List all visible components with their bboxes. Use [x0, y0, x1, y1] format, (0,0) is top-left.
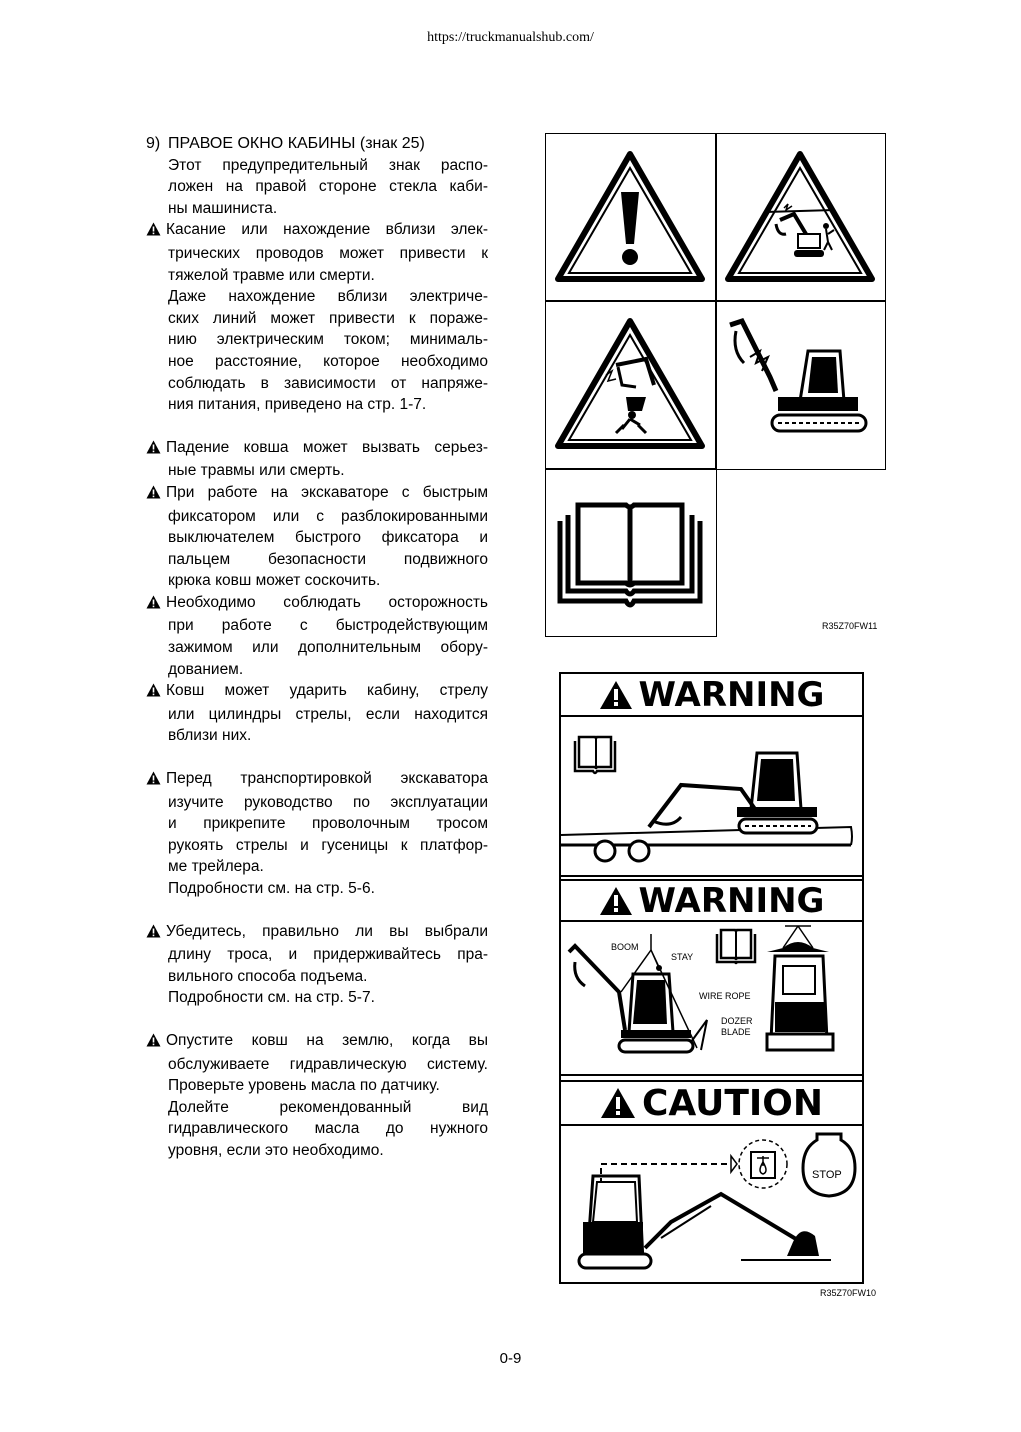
warning-line: уровня, если это необходимо.	[168, 1141, 384, 1159]
warning-line: дованием.	[168, 660, 244, 678]
warning-line: зажимом или дополнительным обору-	[168, 639, 488, 657]
warning-line: фиксатором или с разблокированными	[168, 507, 488, 525]
pictogram-figure	[545, 133, 886, 637]
warning-triangle-icon	[146, 682, 162, 704]
warning-line: рукоять стрелы и гусеницы к платфор-	[168, 836, 488, 854]
warning-line: Перед транспортировкой экскаватора	[146, 768, 488, 792]
intro-line: Этот предупредительный знак распо-	[168, 156, 488, 174]
falling-bucket-icon	[546, 301, 715, 468]
stay-label: STAY	[671, 952, 694, 962]
warning-line: Опустите ковш на землю, когда вы	[146, 1030, 488, 1054]
warning-line: Подробности см. на стр. 5-7.	[168, 989, 375, 1007]
stop-label: STOP	[812, 1169, 842, 1181]
warning-line: тяжелой травме или смерти.	[168, 266, 375, 284]
warning-line: выключателем быстрого фиксатора и	[168, 529, 488, 547]
figure-code: R35Z70FW11	[822, 621, 878, 631]
bucket-hits-cab-pictogram	[715, 300, 886, 470]
warning-triangle-icon	[599, 886, 633, 916]
warning-line: Даже нахождение вблизи электриче-	[168, 288, 488, 306]
source-url[interactable]: https://truckmanualshub.com/	[427, 30, 594, 45]
decal-header	[561, 879, 862, 922]
warning-line: ме трейлера.	[168, 858, 264, 876]
warning-line: пальцем безопасности подвижного	[168, 550, 488, 568]
warning-line: обслуживаете гидравлическую систему.	[168, 1055, 488, 1073]
hydraulic-service-icon	[561, 1126, 862, 1282]
falling-bucket-pictogram	[545, 300, 717, 470]
decal-title: CAUTION	[641, 1082, 824, 1124]
warning-triangle-icon	[146, 1032, 162, 1054]
warning-line: соблюдать в зависимости от напряже-	[168, 374, 488, 392]
section-number: 9)	[146, 135, 161, 152]
decal-figure	[559, 672, 864, 1284]
warning-line: изучите руководство по эксплуатации	[168, 793, 488, 811]
excavator-side-icon	[716, 301, 884, 468]
text-column	[146, 133, 488, 1162]
powerline-excavator-icon	[716, 134, 884, 300]
trailer-excavator-icon	[561, 717, 862, 875]
hydraulic-illustration	[561, 1126, 862, 1282]
warning-line: Ковш может ударить кабину, стрелу	[146, 680, 488, 704]
warning-line: вильного способа подъема.	[168, 967, 368, 985]
warning-line: крюка ковш может соскочить.	[168, 572, 381, 590]
caution-triangle-icon	[600, 1087, 636, 1119]
page-number: 0-9	[499, 1350, 522, 1367]
warning-line: Подробности см. на стр. 5-6.	[168, 880, 375, 897]
figure-code: R35Z70FW10	[820, 1288, 877, 1298]
warning-line: и прикрепите проволочным тросом	[168, 815, 488, 833]
intro-line: ложен на правой стороне стекла каби-	[168, 178, 488, 196]
warning-line: При работе на экскаваторе с быстрым	[146, 482, 488, 506]
warning-line: Необходимо соблюдать осторожность	[146, 592, 488, 616]
warning-line: ских линий может привести к пораже-	[168, 309, 488, 327]
warning-line: ния питания, приведено на стр. 1-7.	[168, 396, 427, 414]
warning-triangle-icon	[599, 680, 633, 710]
boom-label: BOOM	[611, 942, 639, 952]
blade-label: BLADE	[721, 1027, 751, 1037]
warning-line: Падение ковша может вызвать серьез-	[146, 437, 488, 461]
decal-header	[561, 1080, 862, 1126]
powerline-hazard-pictogram	[715, 133, 886, 302]
warning-line: Долейте рекомендованный вид	[168, 1098, 488, 1116]
wire-rope-label: WIRE ROPE	[699, 991, 751, 1001]
warning-line: длину троса, и придерживайтесь пра-	[168, 946, 488, 964]
decal-header	[561, 674, 862, 717]
intro-line: ны машиниста.	[168, 199, 278, 217]
warning-line: вблизи них.	[168, 727, 252, 745]
exclamation-triangle-icon	[546, 134, 715, 300]
warning-line: нию электрическим током; минималь-	[168, 331, 488, 349]
section-title: ПРАВОЕ ОКНО КАБИНЫ	[168, 135, 356, 152]
warning-line: гидравлического масла до нужного	[168, 1120, 488, 1138]
warning-line: ные травмы или смерть.	[168, 462, 345, 480]
read-manual-pictogram	[545, 468, 717, 637]
general-warning-pictogram	[545, 133, 717, 302]
section-heading	[146, 133, 488, 155]
dozer-label: DOZER	[721, 1016, 753, 1026]
warning-line: Убедитесь, правильно ли вы выбрали	[146, 921, 488, 945]
sign-ref: (знак 25)	[359, 135, 425, 152]
warning-triangle-icon	[146, 923, 162, 945]
warning-line: Касание или нахождение вблизи элек-	[146, 219, 488, 243]
warning-line: или цилиндры стрелы, если находится	[168, 705, 488, 723]
warning-triangle-icon	[146, 594, 162, 616]
lifting-illustration	[561, 922, 862, 1076]
warning-triangle-icon	[146, 484, 162, 506]
manual-book-icon	[546, 469, 715, 635]
warning-line: при работе с быстродействующим	[168, 617, 488, 635]
warning-line: Проверьте уровень масла по датчику.	[168, 1077, 440, 1095]
decal-title: WARNING	[638, 880, 825, 921]
warning-triangle-icon	[146, 439, 162, 461]
warning-line: ное расстояние, которое необходимо	[168, 352, 488, 370]
warning-triangle-icon	[146, 770, 162, 792]
warning-line: трических проводов может привести к	[168, 244, 488, 262]
decal-title: WARNING	[638, 674, 825, 715]
warning-triangle-icon	[146, 221, 162, 243]
transport-illustration	[561, 717, 862, 877]
